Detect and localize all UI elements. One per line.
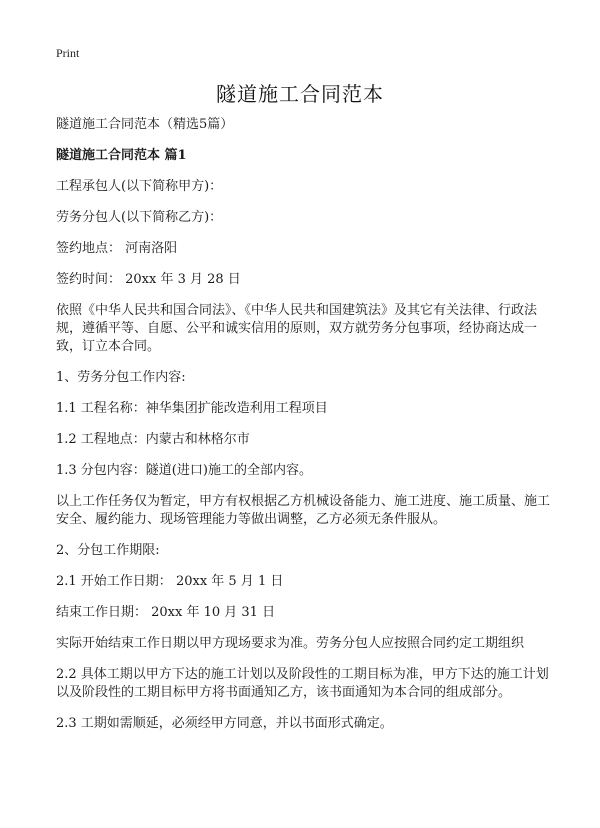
clause-2-2: 2.2 具体工期以甲方下达的施工计划以及阶段性的工期目标为准，甲方下达的施工计划以及阶段性的工期目标甲方将书面通知乙方，该书面通知为本合同的组成部分。 — [56, 667, 549, 700]
section-heading: 隧道施工合同范本 篇1 — [56, 148, 187, 163]
task-note-paragraph: 以上工作任务仅为暂定，甲方有权根据乙方机械设备能力、施工进度、施工质量、施工安全、履约能力、现场管理能力等做出调整，乙方必须无条件服从。 — [56, 494, 551, 527]
print-label[interactable]: Print — [56, 46, 80, 60]
end-date-line: 结束工作日期： 20xx 年 10 月 31 日 — [56, 605, 276, 620]
clause-1-1: 1.1 工程名称：神华集团扩能改造利用工程项目 — [56, 401, 328, 416]
preamble-paragraph: 依照《中华人民共和国合同法》、《中华人民共和国建筑法》及其它有关法律、行政法规，遵循平等、自愿、公平和诚实信用的原则，双方就劳务分包事项，经协商达成一致，订立本合同。 — [56, 303, 538, 354]
signing-date-line: 签约时间： 20xx 年 3 月 28 日 — [56, 272, 241, 287]
party-b-line: 劳务分包人(以下简称乙方)： — [56, 210, 223, 225]
actual-date-paragraph: 实际开始结束工作日期以甲方现场要求为准。劳务分包人应按照合同约定工期组织 — [56, 636, 525, 651]
party-a-line: 工程承包人(以下简称甲方)： — [56, 179, 223, 194]
clause-2-1: 2.1 开始工作日期： 20xx 年 5 月 1 日 — [56, 574, 284, 589]
clause-2-3: 2.3 工期如需顺延，必须经甲方同意，并以书面形式确定。 — [56, 716, 393, 731]
clause-1-2: 1.2 工程地点：内蒙古和林格尔市 — [56, 432, 250, 447]
clause-heading-1: 1、劳务分包工作内容: — [56, 370, 186, 385]
clause-heading-2: 2、分包工作期限: — [56, 543, 160, 558]
signing-place-line: 签约地点： 河南洛阳 — [56, 241, 178, 256]
clause-1-3: 1.3 分包内容：隧道(进口)施工的全部内容。 — [56, 463, 312, 478]
document-title: 隧道施工合同范本 — [216, 82, 384, 106]
document-body — [56, 116, 552, 746]
subtitle-paragraph: 隧道施工合同范本（精选5篇） — [56, 117, 234, 132]
